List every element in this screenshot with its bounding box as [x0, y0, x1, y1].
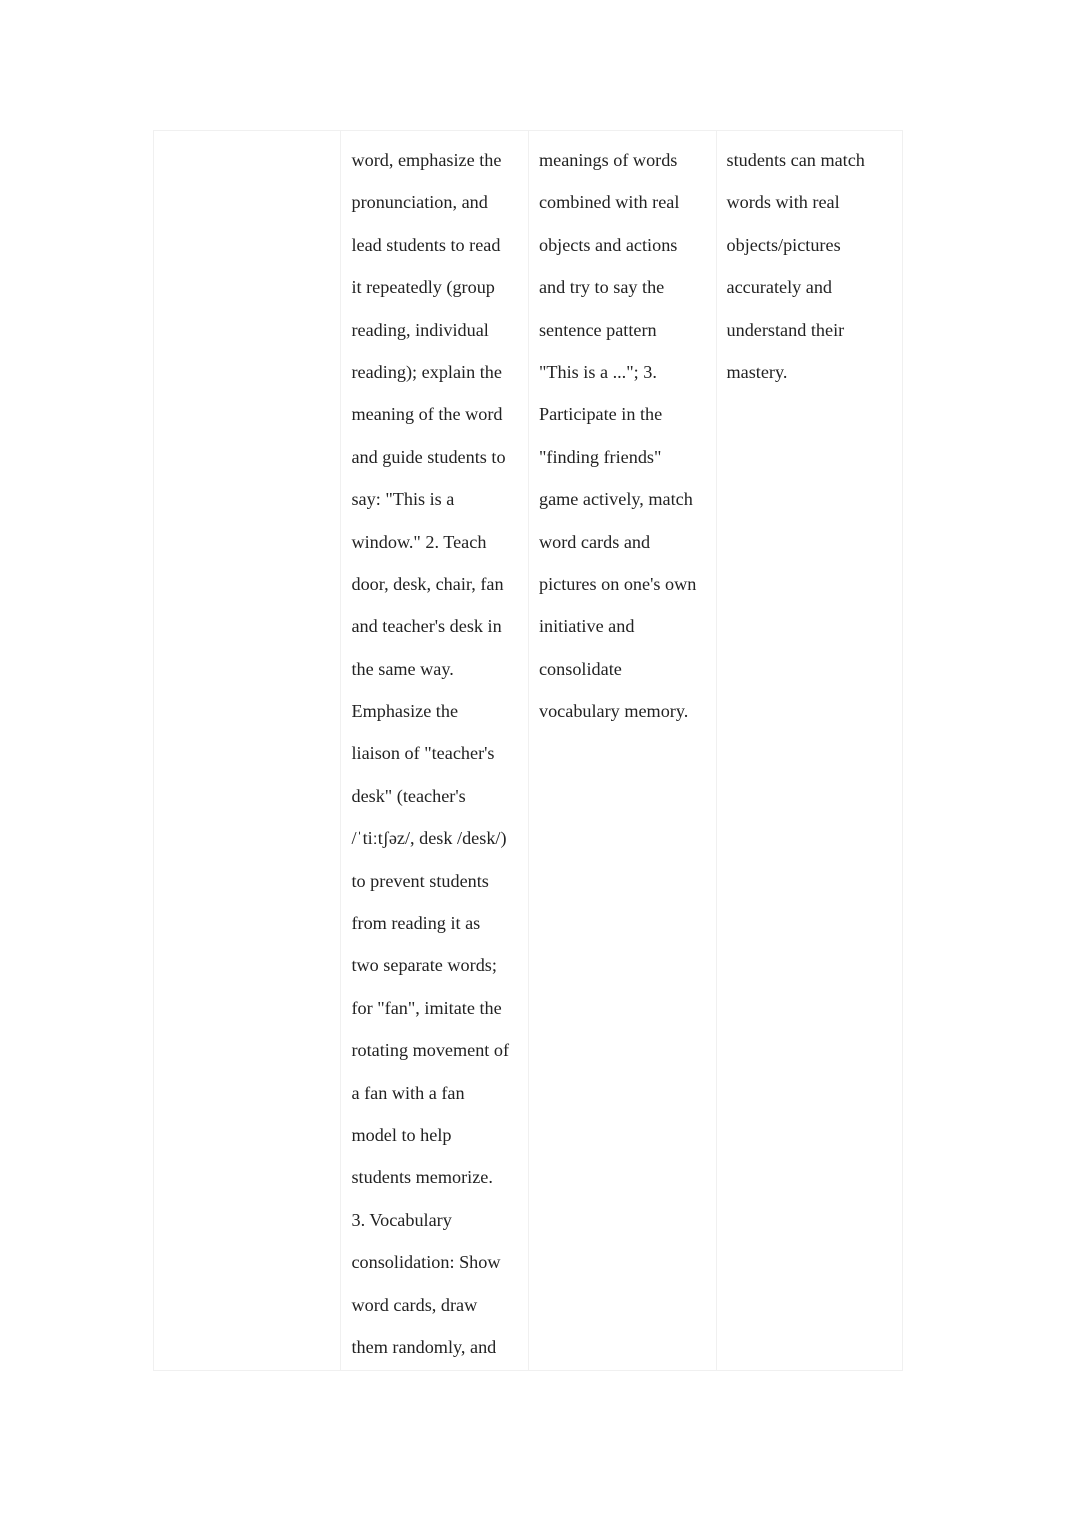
cell-text-line: from reading it as: [351, 913, 481, 934]
cell-text-line: reading, individual: [351, 319, 489, 340]
cell-text-line: objects and actions: [538, 234, 678, 255]
cell-text-line: mastery.: [726, 361, 788, 382]
cell-text-line: the same way.: [351, 658, 454, 679]
cell-text-line: Participate in the: [538, 404, 663, 425]
cell-text-line: consolidate: [538, 658, 622, 679]
cell-text-line: /ˈtiːtʃəz/, desk /desk/): [351, 828, 507, 849]
cell-text-line: reading); explain the: [351, 361, 502, 382]
cell-text-line: students memorize.: [351, 1167, 493, 1188]
cell-text-line: say: "This is a: [351, 489, 455, 510]
cell-text-line: objects/pictures: [726, 234, 841, 255]
cell-text-line: pictures on one's own: [538, 573, 697, 594]
cell-text-line: meanings of words: [538, 150, 678, 170]
cell-text-line: model to help: [351, 1124, 452, 1145]
table-cell-teacher-activities: [341, 131, 529, 1370]
cell-text-line: word cards, draw: [351, 1294, 478, 1315]
cell-text-line: window." 2. Teach: [351, 531, 487, 552]
cell-text-line: word, emphasize the: [351, 150, 502, 170]
cell-text-line: sentence pattern: [538, 319, 657, 340]
cell-text-line: Emphasize the: [351, 701, 459, 722]
cell-text-line: them randomly, and: [351, 1336, 497, 1357]
cell-text-line: game actively, match: [538, 489, 693, 510]
cell-text-line: and teacher's desk in: [351, 616, 502, 637]
table-cell-column-1: [154, 131, 341, 1370]
cell-text-line: combined with real: [538, 192, 680, 213]
cell-text-line: to prevent students: [351, 870, 489, 891]
lesson-plan-table: [153, 130, 903, 1371]
cell-text-line: accurately and: [726, 277, 833, 298]
cell-text-line: desk" (teacher's: [351, 785, 466, 806]
cell-text-line: door, desk, chair, fan: [351, 573, 504, 594]
cell-text-line: a fan with a fan: [351, 1082, 465, 1103]
cell-text-line: "finding friends": [538, 446, 662, 467]
cell-text-line: lead students to read: [351, 234, 501, 255]
cell-text-line: it repeatedly (group: [351, 277, 495, 298]
cell-text-line: understand their: [726, 319, 845, 340]
cell-text-line: rotating movement of: [351, 1040, 510, 1061]
cell-text-line: 3. Vocabulary: [351, 1209, 452, 1230]
cell-text-line: word cards and: [538, 531, 651, 552]
cell-text-line: "This is a ..."; 3.: [538, 361, 657, 382]
cell-text-line: pronunciation, and: [351, 192, 488, 213]
table-cell-student-activities: [529, 131, 717, 1370]
cell-text-line: vocabulary memory.: [538, 701, 689, 722]
table-cell-assessment: [717, 131, 903, 1370]
cell-text-line: liaison of "teacher's: [351, 743, 495, 764]
cell-text-line: consolidation: Show: [351, 1252, 501, 1273]
cell-text-line: two separate words;: [351, 955, 497, 976]
cell-text-line: and try to say the: [538, 277, 665, 298]
cell-text-line: words with real: [726, 192, 840, 213]
cell-text-line: for "fan", imitate the: [351, 997, 502, 1018]
cell-text-line: students can match: [726, 150, 865, 170]
cell-text-line: initiative and: [538, 616, 635, 637]
cell-text-line: meaning of the word: [351, 404, 503, 425]
cell-text-line: and guide students to: [351, 446, 506, 467]
